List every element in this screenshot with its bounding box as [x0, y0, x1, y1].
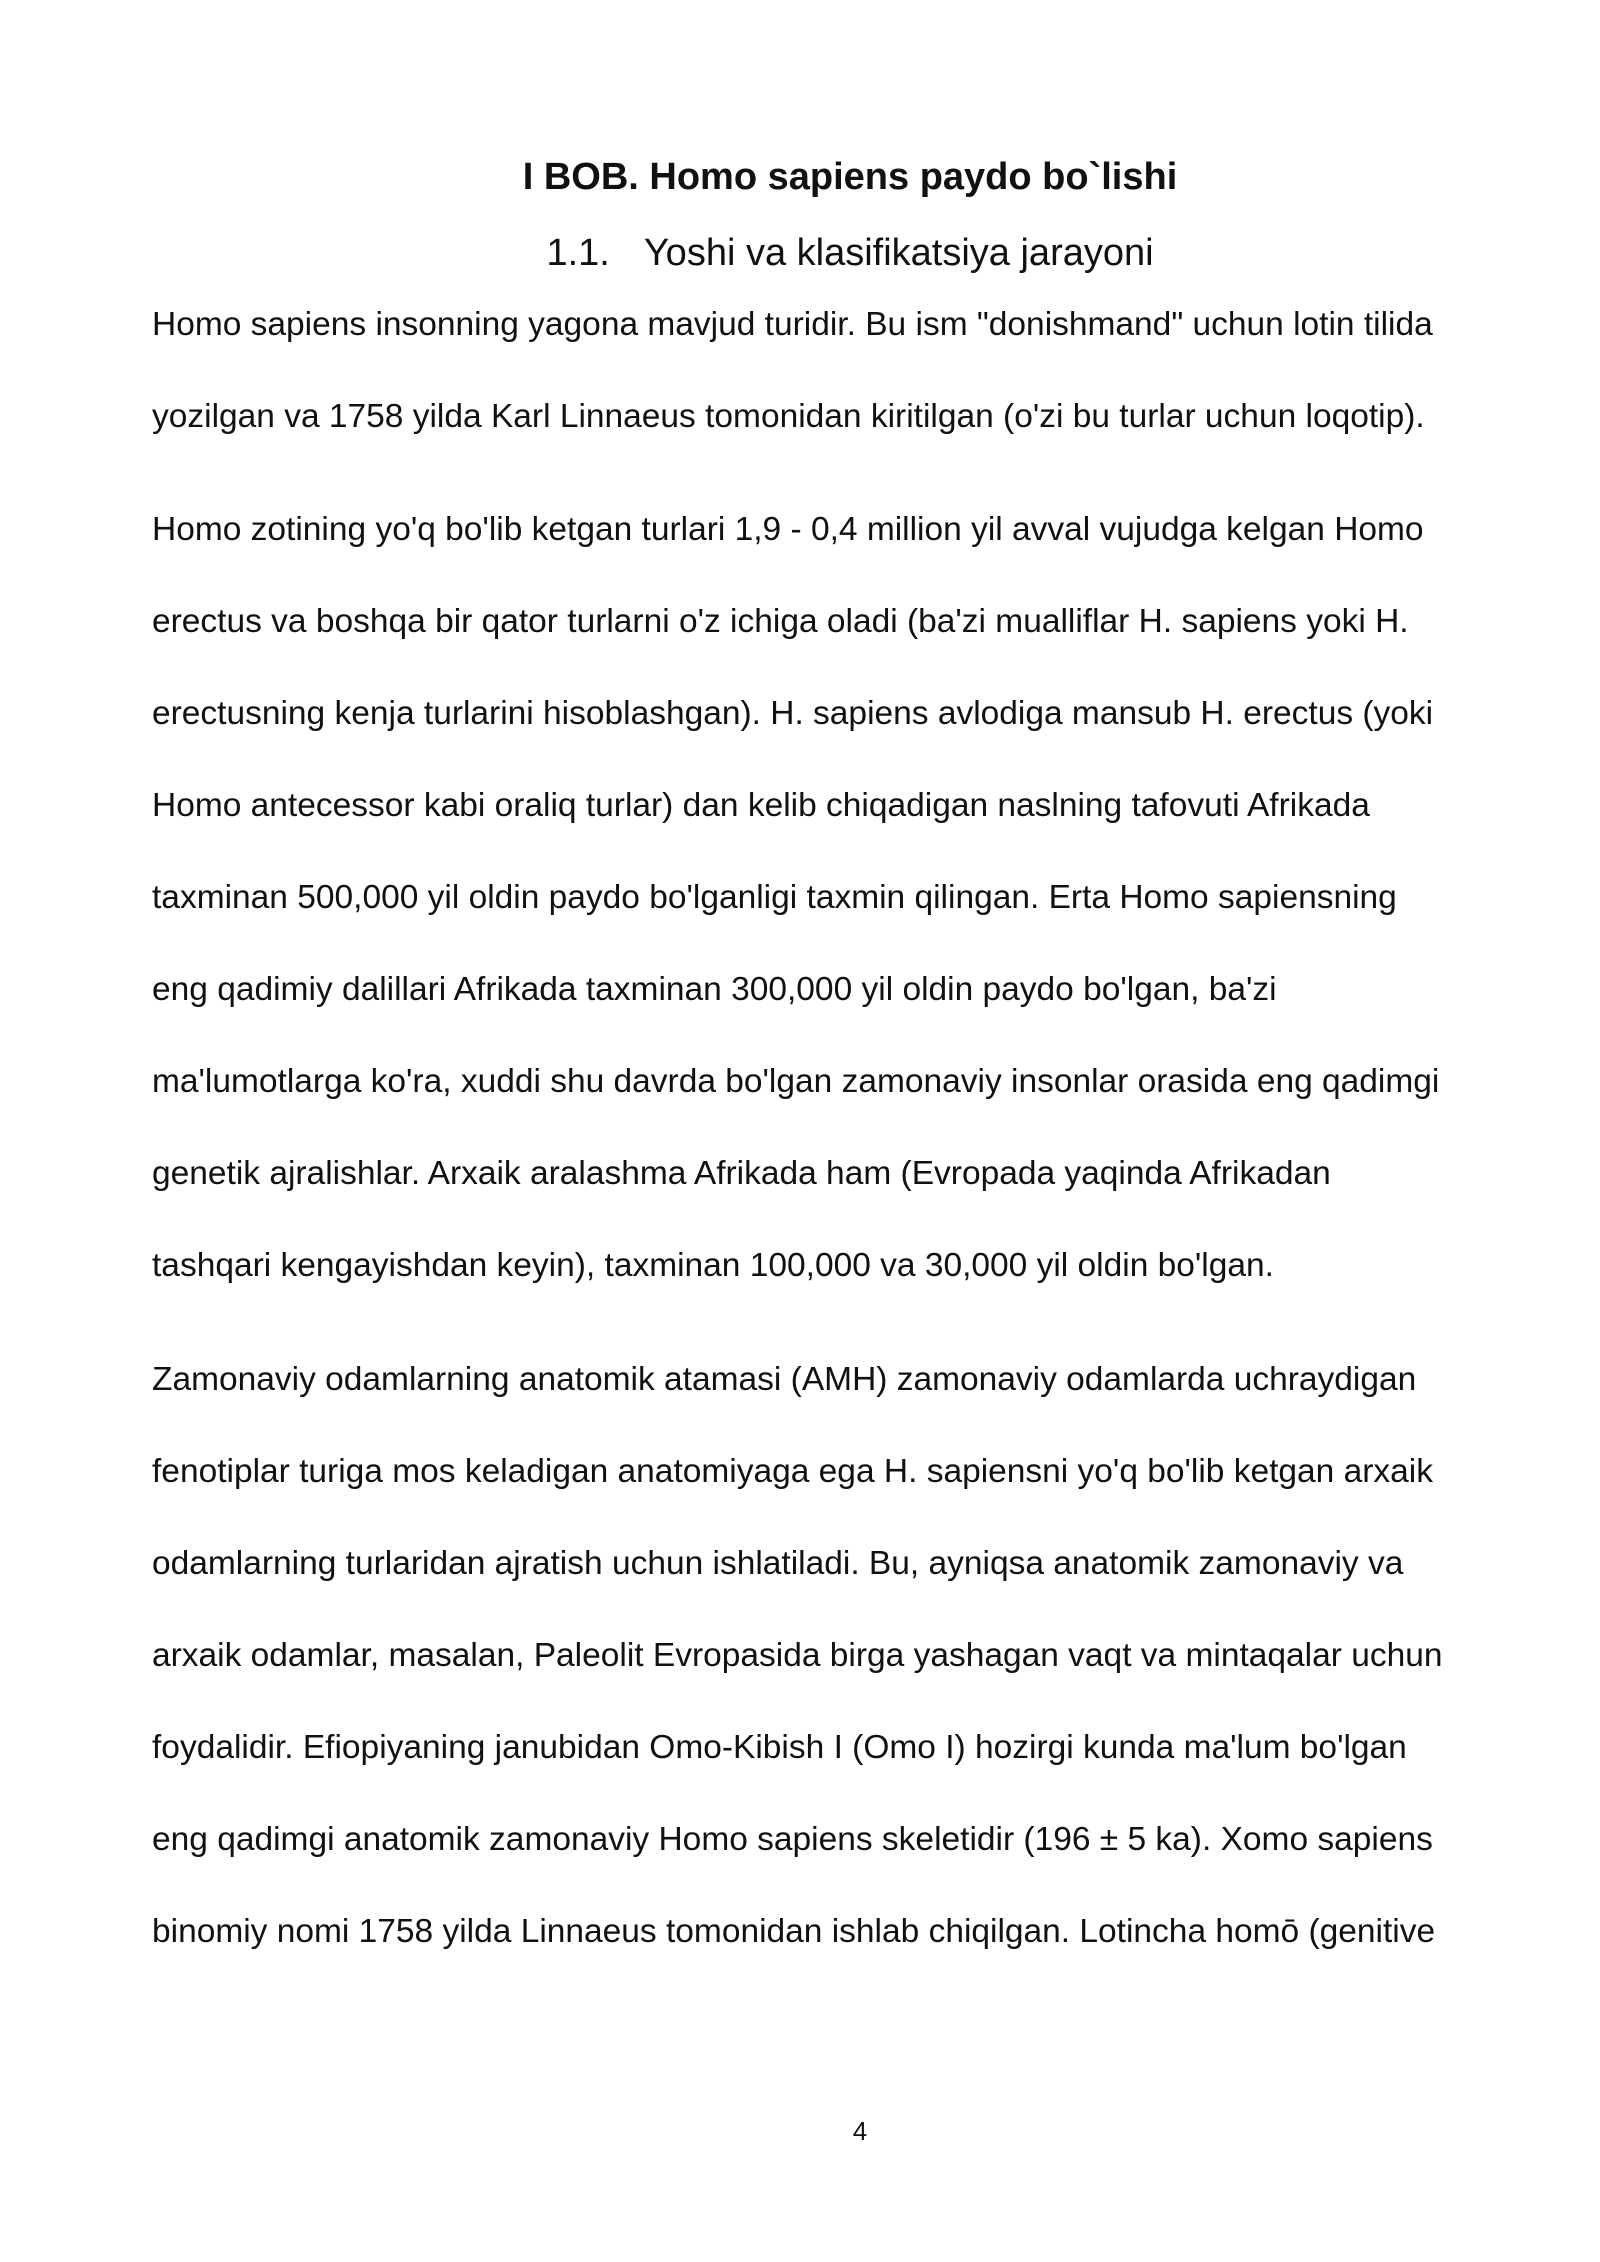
text-line: eng qadimiy dalillari Afrikada taxminan 300,000 yil oldin paydo bo'lgan, ba'zi [152, 971, 1277, 1008]
text-line: taxminan 500,000 yil oldin paydo bo'lganligi taxmin qilingan. Erta Homo sapiensning [152, 879, 1397, 916]
page-number: 4 [852, 2116, 868, 2146]
text-line: tashqari kengayishdan keyin), taxminan 100,000 va 30,000 yil oldin bo'lgan. [152, 1247, 1274, 1284]
text-line: Homo zotining yo'q bo'lib ketgan turlari 1,9 - 0,4 million yil avval vujudga kelgan Homo [152, 511, 1424, 548]
section-title [255, 228, 1445, 278]
text-line: odamlarning turlaridan ajratish uchun ishlatiladi. Bu, ayniqsa anatomik zamonaviy va [152, 1545, 1404, 1582]
text-line: foydalidir. Efiopiyaning janubidan Omo-Kibish I (Omo I) hozirgi kunda ma'lum bo'lgan [152, 1729, 1407, 1766]
section-number: 1.1. [546, 232, 610, 274]
text-line: yozilgan va 1758 yilda Karl Linnaeus tomonidan kiritilgan (o'zi bu turlar uchun loqotip). [152, 398, 1425, 435]
text-line: erectus va boshqa bir qator turlarni o'z ichiga oladi (ba'zi mualliflar H. sapiens yoki H. [152, 603, 1409, 640]
paragraph-1 [152, 279, 1512, 463]
section-heading: Yoshi va klasifikatsiya jarayoni [643, 232, 1154, 274]
text-line: Homo antecessor kabi oraliq turlar) dan kelib chiqadigan naslning tafovuti Afrikada [152, 787, 1370, 824]
text-line: erectusning kenja turlarini hisoblashgan). H. sapiens avlodiga mansub H. erectus (yoki [152, 695, 1434, 732]
paragraph-3 [152, 1334, 1512, 1978]
text-line: ma'lumotlarga ko'ra, xuddi shu davrda bo'lgan zamonaviy insonlar orasida eng qadimgi [152, 1063, 1440, 1100]
text-line: Homo sapiens insonning yagona mavjud turidir. Bu ism "donishmand" uchun lotin tilida [152, 306, 1433, 343]
text-line: fenotiplar turiga mos keladigan anatomiyaga ega H. sapiensni yo'q bo'lib ketgan arxaik [152, 1453, 1433, 1490]
paragraph-2 [152, 484, 1512, 1312]
text-line: Zamonaviy odamlarning anatomik atamasi (AMH) zamonaviy odamlarda uchraydigan [152, 1361, 1417, 1398]
text-line: eng qadimgi anatomik zamonaviy Homo sapiens skeletidir (196 ± 5 ka). Xomo sapiens [152, 1821, 1433, 1858]
text-line: arxaik odamlar, masalan, Paleolit Evropasida birga yashagan vaqt va mintaqalar uchun [152, 1637, 1443, 1674]
text-line: genetik ajralishlar. Arxaik aralashma Afrikada ham (Evropada yaqinda Afrikadan [152, 1155, 1331, 1192]
text-line: binomiy nomi 1758 yilda Linnaeus tomonidan ishlab chiqilgan. Lotincha homō (genitive [152, 1913, 1436, 1950]
chapter-title: I BOB. Homo sapiens paydo bo`lishi [522, 156, 1178, 198]
